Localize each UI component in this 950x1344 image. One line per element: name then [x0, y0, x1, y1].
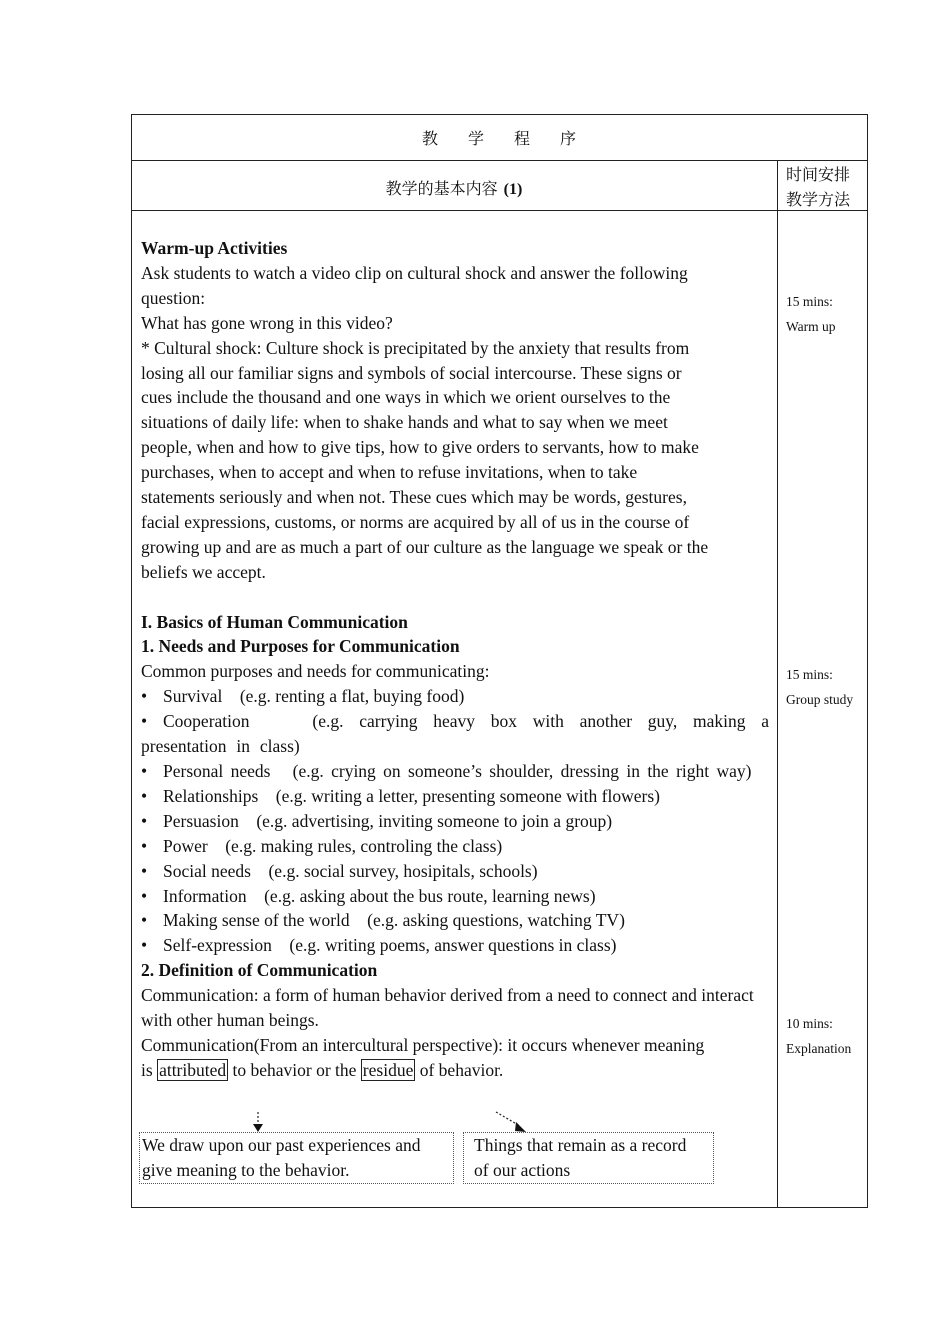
section-heading: I. Basics of Human Communication: [141, 611, 408, 632]
purpose-example: (e.g. writing poems, answer questions in class): [289, 935, 617, 956]
box-text: We draw upon our past experiences and: [142, 1135, 421, 1155]
time-value: 15 mins:: [786, 294, 833, 309]
box-text: of our actions: [474, 1159, 571, 1180]
list-item: [141, 933, 769, 958]
list-item: [141, 759, 769, 784]
text-line: question:: [141, 287, 206, 308]
purpose-name: Information: [163, 885, 247, 906]
row-divider: [131, 210, 868, 211]
time-note-group-study: [786, 662, 853, 712]
purpose-example: (e.g. crying on someone’s shoulder, dressing in the right way): [292, 761, 752, 782]
bullet-icon: •: [141, 711, 148, 732]
purpose-example: (e.g. advertising, inviting someone to join a group): [256, 810, 613, 831]
list-item: [141, 859, 769, 884]
list-item: [141, 908, 769, 933]
text-line: facial expressions, customs, or norms are acquired by all of us in the course of: [141, 511, 690, 532]
list-item: [141, 834, 769, 859]
list-item: [141, 684, 769, 709]
attributed-explanation-box: [139, 1132, 454, 1184]
title-char: 序: [560, 131, 578, 148]
purpose-name: Relationships: [163, 785, 259, 806]
attributed-keyword: attributed: [159, 1059, 227, 1080]
text-line: statements seriously and when not. These cues which may be words, gestures,: [141, 487, 687, 508]
lesson-content: [141, 236, 769, 1083]
text-line: Ask students to watch a video clip on cultural shock and answer the following: [141, 262, 688, 283]
list-item: [141, 809, 769, 834]
subsection-heading: 2. Definition of Communication: [141, 960, 378, 981]
warmup-heading: Warm-up Activities: [141, 238, 288, 258]
purpose-name: Personal needs: [163, 761, 271, 782]
bullet-icon: •: [141, 810, 148, 831]
text-line: * Cultural shock: Culture shock is precipitated by the anxiety that results from: [141, 337, 690, 358]
text-line: people, when and how to give tips, how to give orders to servants, how to make: [141, 437, 699, 458]
table-title: [131, 126, 868, 149]
text-line: situations of daily life: when to shake hands and what to say when we meet: [141, 412, 668, 433]
purpose-name: Social needs: [163, 860, 251, 881]
box-text: give meaning to the behavior.: [142, 1159, 350, 1180]
time-value: 10 mins:: [786, 1016, 833, 1031]
title-char: 学: [467, 131, 485, 148]
list-item: [141, 784, 769, 809]
row-divider: [131, 160, 868, 161]
time-value: 15 mins:: [786, 667, 833, 682]
bullet-icon: •: [141, 835, 148, 856]
column-divider: [777, 160, 778, 1208]
bullet-icon: •: [141, 935, 148, 956]
arrow-diagonal-icon: [494, 1110, 530, 1134]
time-note-warmup: [786, 289, 836, 339]
definition-text: Communication(From an intercultural perspective): it occurs whenever meaning: [141, 1034, 705, 1055]
title-char: 程: [514, 131, 532, 148]
text-line: growing up and are as much a part of our culture as the language we speak or the: [141, 536, 709, 557]
time-note-explanation: [786, 1011, 851, 1061]
arrow-head: [515, 1122, 526, 1132]
purpose-name: Power: [163, 835, 208, 856]
arrow-head: [253, 1124, 263, 1132]
content-column-label: 教学的基本内容: [385, 181, 498, 198]
side-column-header: [786, 163, 850, 213]
teaching-method-label: 教学方法: [786, 192, 851, 209]
purpose-example: (e.g. asking questions, watching TV): [367, 910, 625, 931]
text-line: beliefs we accept.: [141, 561, 266, 582]
definition-text: Communication: a form of human behavior derived from a need to connect and interact with other human beings.: [141, 985, 754, 1031]
definition-fragment: to behavior or the: [232, 1059, 357, 1080]
list-item: [141, 709, 769, 759]
arrow-down-icon: [250, 1110, 270, 1134]
definition-fragment: is: [141, 1059, 153, 1080]
method-value: Explanation: [786, 1041, 852, 1056]
purpose-name: Survival: [163, 686, 223, 707]
title-char: 教: [421, 131, 439, 148]
bullet-icon: •: [141, 885, 148, 906]
box-text: Things that remain as a record: [474, 1135, 687, 1155]
residue-keyword: residue: [362, 1059, 414, 1080]
bullet-icon: •: [141, 761, 148, 782]
definition-text: [141, 1058, 769, 1083]
method-value: Warm up: [786, 319, 836, 334]
purpose-example: (e.g. social survey, hosipitals, schools): [268, 860, 538, 881]
purpose-name: Self-expression: [163, 935, 272, 956]
definition-fragment: of behavior.: [419, 1059, 504, 1080]
list-item: [141, 884, 769, 909]
subsection-heading: 1. Needs and Purposes for Communication: [141, 636, 460, 657]
text-line: purchases, when to accept and when to refuse invitations, when to take: [141, 462, 638, 483]
purpose-example: (e.g. carrying heavy box with another guy, making a presentation in class): [141, 711, 769, 757]
text-line: losing all our familiar signs and symbols of social intercourse. These signs or: [141, 362, 682, 383]
purpose-example: (e.g. making rules, controling the class): [225, 835, 503, 856]
content-column-number: (1): [503, 181, 523, 198]
bullet-icon: •: [141, 686, 148, 707]
purpose-example: (e.g. renting a flat, buying food): [239, 686, 465, 707]
text-line: Common purposes and needs for communicating:: [141, 661, 490, 682]
method-value: Group study: [786, 692, 854, 707]
time-arrangement-label: 时间安排: [786, 167, 851, 184]
content-column-header: [131, 176, 777, 199]
bullet-icon: •: [141, 910, 148, 931]
purpose-name: Cooperation: [163, 711, 250, 732]
bullet-icon: •: [141, 860, 148, 881]
purpose-name: Persuasion: [163, 810, 239, 831]
residue-explanation-box: [463, 1132, 714, 1184]
text-line: What has gone wrong in this video?: [141, 312, 393, 333]
text-line: cues include the thousand and one ways in which we orient ourselves to the: [141, 387, 671, 408]
purpose-example: (e.g. writing a letter, presenting someone with flowers): [275, 785, 660, 806]
purpose-example: (e.g. asking about the bus route, learning news): [264, 885, 596, 906]
purpose-name: Making sense of the world: [163, 910, 350, 931]
bullet-icon: •: [141, 785, 148, 806]
